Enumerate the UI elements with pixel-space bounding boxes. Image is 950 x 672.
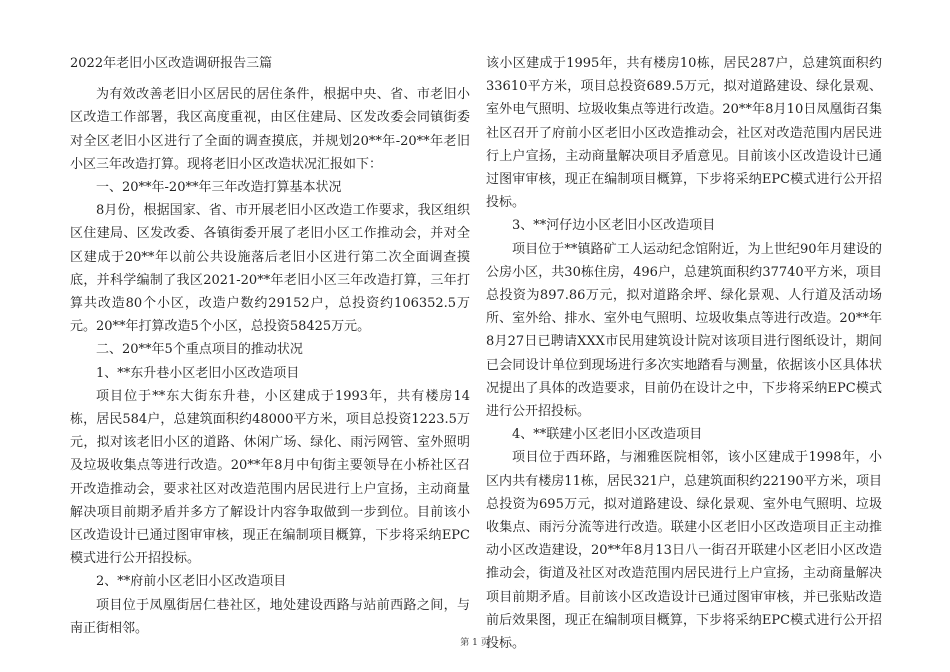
subsection-heading: 4、**联建小区老旧小区改造项目 [512, 427, 703, 443]
paragraph: 8月份，根据国家、省、市开展老旧小区改造工作要求，我区组织区住建局、区发改委、各镇街委开展了老旧小区工作推动会，并对全区建成于20**年以前公共设施落后老旧小区进行第二次全面调查摸底，并科学编制了我区2021-20**年老旧小区三年改造打算，三年打算共改造80个小区，改造户数约29152户，总投资约106352.5万元。20**年打算改造5个小区，总投资58425万元。 [70, 203, 470, 335]
document-title: 2022年老旧小区改造调研报告三篇 [70, 56, 273, 71]
paragraph: 项目位于**镇路矿工人运动纪念馆附近，为上世纪90年月建设的公房小区，共30栋住房，496户，总建筑面积约37740平方米，项目总投资为897.86万元，拟对道路余坪、绿化景观、人行道及活动场所、室外给、排水、室外电气照明、垃圾收集点等进行改造。20**年8月27日已聘请XXX市民用建筑设计院对该项目进行图纸设计，期间已会同设计单位到现场进行多次实地踏看与测量，依据该小区具体状况提出了具体的改造要求，目前仍在设计之中，下步将采纳EPC模式进行公开招投标。 [486, 241, 882, 420]
page-number: 第 1 页 [460, 638, 490, 648]
paragraph: 项目位于**东大街东升巷，小区建成于1993年，共有楼房14栋，居民584户，总建筑面积约48000平方米，项目总投资1223.5万元，拟对该老旧小区的道路、休闲广场、绿化、雨污网管、室外照明及垃圾收集点等进行改造。20**年8月中旬街主要领导在小桥社区召开改造推动会，要求社区对改造范围内居民进行上户宣扬，主动商量解决项目前期矛盾并多方了解设计内容争取做到一步到位。目前该小区改造设计已通过图审审核，现正在编制项目概算，下步将采纳EPC模式进行公开招投标。 [70, 388, 470, 567]
paragraph: 项目位于凤凰街居仁巷社区，地处建设西路与站前西路之间，与南正街相邻。 [70, 597, 470, 636]
subsection-heading: 2、**府前小区老旧小区改造项目 [96, 574, 287, 590]
paragraph: 为有效改善老旧小区居民的居住条件，根据中央、省、市老旧小区改造工作部署，我区高度重视，由区住建局、区发改委会同镇街委对全区老旧小区进行了全面的调查摸底，并规划20**年-20**年老旧小区三年改造打算。现将老旧小区改造状况汇报如下： [70, 87, 470, 172]
right-column [486, 52, 882, 655]
left-column [70, 52, 470, 640]
subsection-heading: 1、**东升巷小区老旧小区改造项目 [96, 365, 300, 381]
paragraph: 该小区建成于1995年，共有楼房10栋，居民287户，总建筑面积约33610平方米，项目总投资689.5万元，拟对道路建设、绿化景观、室外电气照明、垃圾收集点等进行改造。20**年8月10日凤凰街召集社区召开了府前小区老旧小区改造推动会，社区对改造范围内居民进行上户宣扬，主动商量解决项目矛盾意见。目前该小区改造设计已通过图审审核，现正在编制项目概算，下步将采纳EPC模式进行公开招投标。 [486, 56, 882, 211]
section-heading: 二、20**年5个重点项目的推动状况 [96, 342, 303, 358]
section-heading: 一、20**年-20**年三年改造打算基本状况 [96, 180, 342, 196]
paragraph: 项目位于西环路，与湘雅医院相邻，该小区建成于1998年，小区内共有楼房11栋，居民321户，总建筑面积约22190平方米，项目总投资为695万元，拟对道路建设、绿化景观、室外电气照明、垃圾收集点、雨污分流等进行改造。联建小区老旧小区改造项目正主动推动小区改造建设，20**年8月13日八一街召开联建小区老旧小区改造推动会，街道及社区对改造范围内居民进行上户宣扬，主动商量解决项目前期矛盾。目前该小区改造设计已通过图审审核，并已张贴改造前后效果图，现正在编制项目概算，下步将采纳EPC模式进行公开招投标。 [486, 450, 882, 652]
subsection-heading: 3、**河仔边小区老旧小区改造项目 [512, 218, 716, 234]
